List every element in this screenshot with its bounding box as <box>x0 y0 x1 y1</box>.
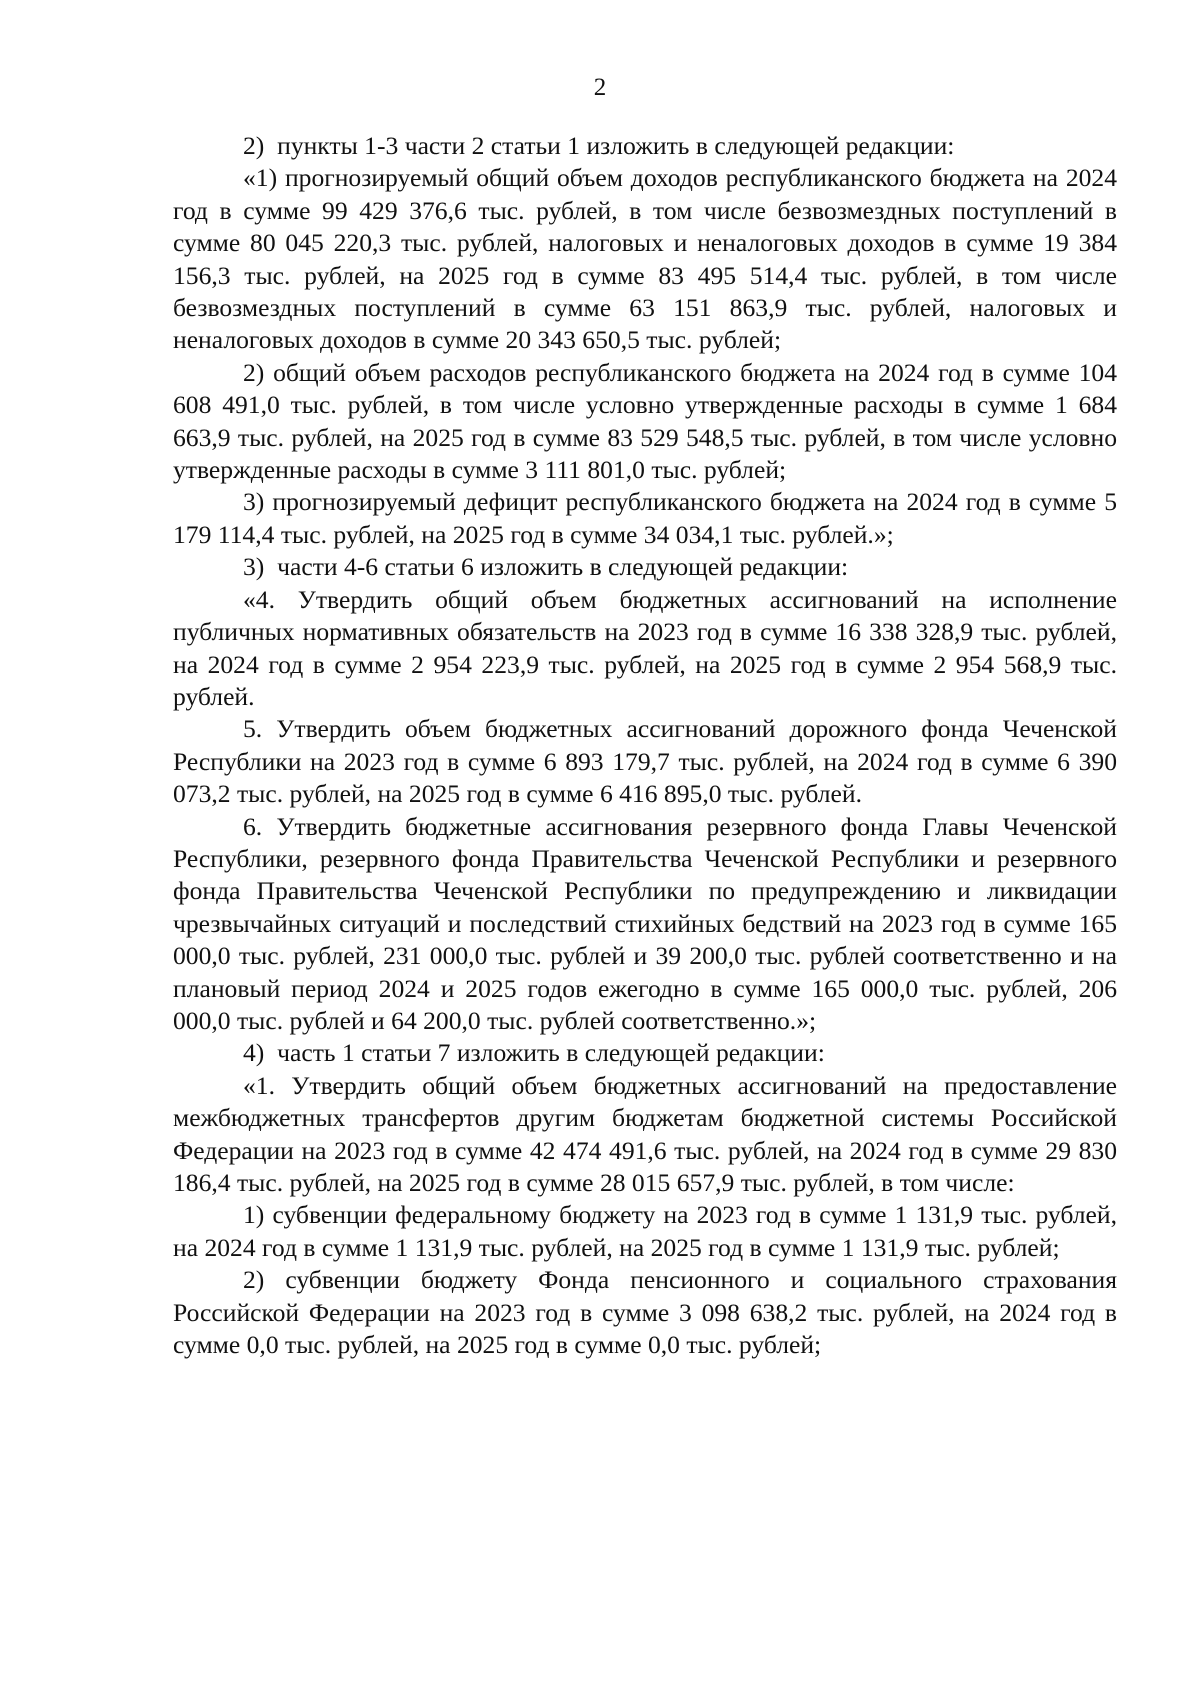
paragraph-federal-subventions: 1) субвенции федеральному бюджету на 2023 год в сумме 1 131,9 тыс. рублей, на 2024 год в сумме 1 131,9 тыс. рублей, на 2025 год в сумме 1 131,9 тыс. рублей; <box>173 1200 1117 1262</box>
paragraph-item-3: 3) части 4-6 статьи 6 изложить в следующей редакции: <box>243 552 849 582</box>
paragraph-road-fund: 5. Утвердить объем бюджетных ассигнований дорожного фонда Чеченской Республики на 2023 год в сумме 6 893 179,7 тыс. рублей, на 2024 год в сумме 6 390 073,2 тыс. рублей, на 2025 год в сумме 6 416 895,0 тыс. рублей. <box>173 714 1117 809</box>
paragraph-expenditure: 2) общий объем расходов республиканского бюджета на 2024 год в сумме 104 608 491,0 тыс. рублей, в том числе условно утвержденные расходы в сумме 1 684 663,9 тыс. рублей, на 2025 год в сумме 83 529 548,5 тыс. рублей, в том числе условно утвержденные расходы в сумме 3 111 801,0 тыс. рублей; <box>173 357 1117 485</box>
paragraph-interbudget-transfers: «1. Утвердить общий объем бюджетных ассигнований на предоставление межбюджетных трансфертов другим бюджетам бюджетной системы Российской Федерации на 2023 год в сумме 42 474 491,6 тыс. рублей, на 2024 год в сумме 29 830 186,4 тыс. рублей, на 2025 год в сумме 28 015 657,9 тыс. рублей, в том числе: <box>173 1070 1117 1197</box>
paragraph-deficit: 3) прогнозируемый дефицит республиканского бюджета на 2024 год в сумме 5 179 114,4 тыс. рублей, на 2025 год в сумме 34 034,1 тыс. рублей.»; <box>173 487 1117 549</box>
document-body <box>173 130 1117 1361</box>
paragraph-pension-fund-subventions: 2) субвенции бюджету Фонда пенсионного и социального страхования Российской Федерации на 2023 год в сумме 3 098 638,2 тыс. рублей, на 2024 год в сумме 0,0 тыс. рублей, на 2025 год в сумме 0,0 тыс. рублей; <box>173 1265 1117 1360</box>
paragraph-item-2: 2) пункты 1-3 части 2 статьи 1 изложить в следующей редакции: <box>243 131 955 160</box>
paragraph-reserve-funds: 6. Утвердить бюджетные ассигнования резервного фонда Главы Чеченской Республики, резервного фонда Правительства Чеченской Республики и резервного фонда Правительства Чеченской Республики по предупреждению и ликвидации чрезвычайных ситуаций и последствий стихийных бедствий на 2023 год в сумме 165 000,0 тыс. рублей, 231 000,0 тыс. рублей и 39 200,0 тыс. рублей соответственно и на плановый период 2024 и 2025 годов ежегодно в сумме 165 000,0 тыс. рублей, 206 000,0 тыс. рублей и 64 200,0 тыс. рублей соответственно.»; <box>173 811 1117 1035</box>
paragraph-item-4: 4) часть 1 статьи 7 изложить в следующей редакции: <box>243 1038 825 1068</box>
page-number: 2 <box>593 74 607 101</box>
paragraph-public-obligations: «4. Утвердить общий объем бюджетных ассигнований на исполнение публичных нормативных обязательств на 2023 год в сумме 16 338 328,9 тыс. рублей, на 2024 год в сумме 2 954 223,9 тыс. рублей, на 2025 год в сумме 2 954 568,9 тыс. рублей. <box>173 584 1117 711</box>
paragraph-revenue: «1) прогнозируемый общий объем доходов республиканского бюджета на 2024 год в сумме 99 429 376,6 тыс. рублей, в том числе безвозмездных поступлений в сумме 80 045 220,3 тыс. рублей, налоговых и неналоговых доходов в сумме 19 384 156,3 тыс. рублей, на 2025 год в сумме 83 495 514,4 тыс. рублей, в том числе безвозмездных поступлений в сумме 63 151 863,9 тыс. рублей, налоговых и неналоговых доходов в сумме 20 343 650,5 тыс. рублей; <box>173 163 1117 355</box>
